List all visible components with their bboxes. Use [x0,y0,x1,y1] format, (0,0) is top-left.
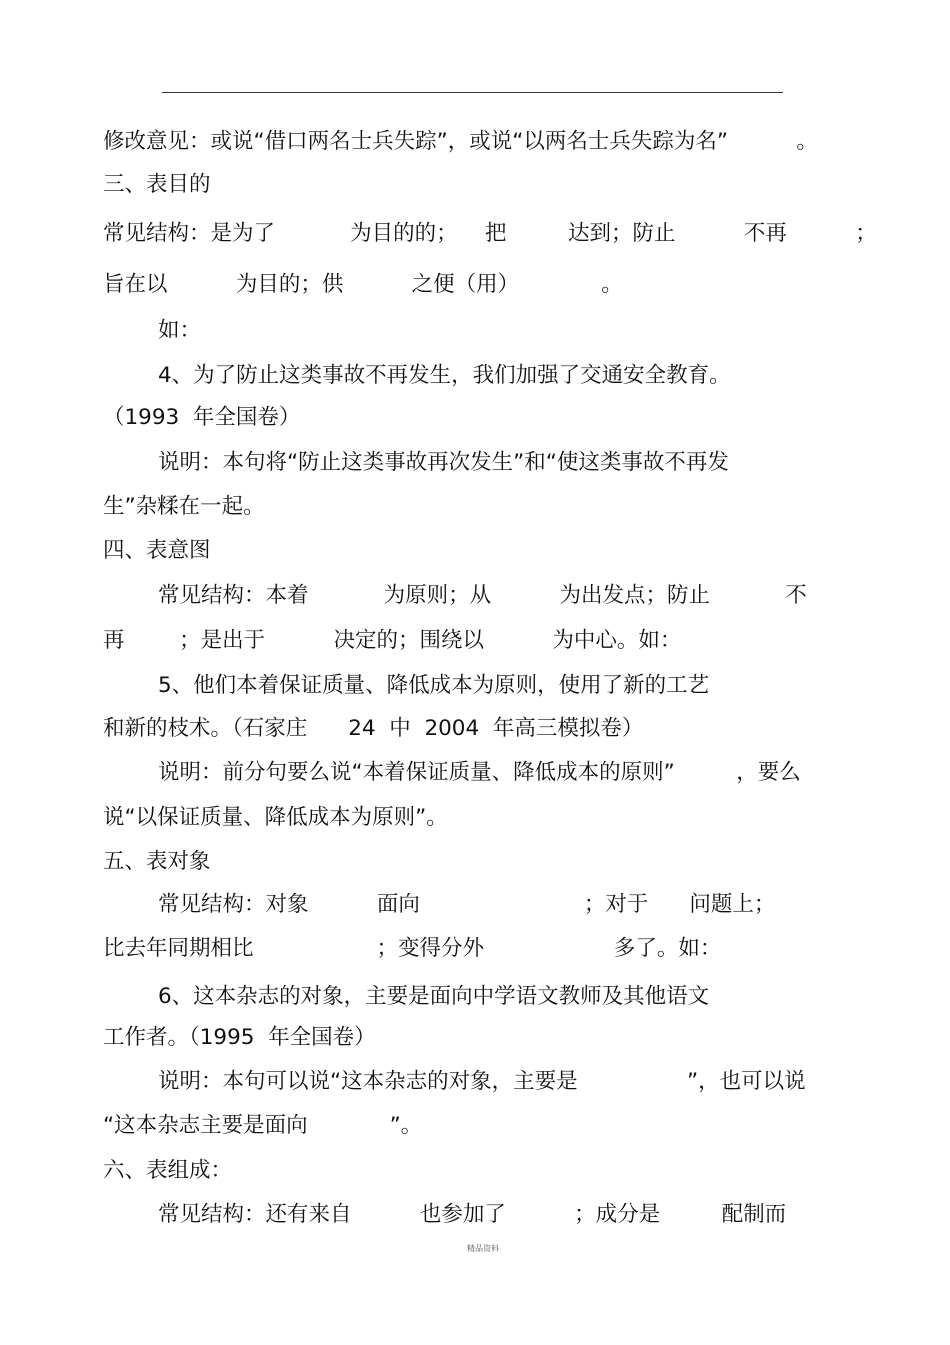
section-heading: 三、表目的 [103,172,211,197]
text-line: 旨在以 为目的；供 之便（用） 。 [103,272,623,297]
text-line: （1993 年全国卷） [103,405,301,430]
section-heading: 六、表组成： [103,1158,233,1183]
text-line: 说“以保证质量、降低成本为原则”。 [103,805,448,830]
example-sentence: 5、他们本着保证质量、降低成本为原则，使用了新的工艺 [158,673,710,698]
section-heading: 五、表对象 [103,849,211,874]
text-line: 和新的枝术。（石家庄 24 中 2004 年高三模拟卷） [103,716,644,741]
explanation-line: 说明：前分句要么说“本着保证质量、降低成本的原则” ，要么 [158,760,801,785]
text-line: 生”杂糅在一起。 [103,494,265,519]
text-line: 修改意见：或说“借口两名士兵失踪”，或说“以两名士兵失踪为名” 。 [103,129,818,154]
text-line: “这本杂志主要是面向 ”。 [103,1113,423,1138]
example-sentence: 4、为了防止这类事故不再发生，我们加强了交通安全教育。 [158,363,731,388]
text-line: 常见结构：还有来自 也参加了 ；成分是 配制而 [158,1202,787,1227]
text-line: 比去年同期相比 ；变得分外 多了。如： [103,936,722,961]
example-sentence: 6、这本杂志的对象，主要是面向中学语文教师及其他语文 [158,984,710,1009]
section-heading: 四、表意图 [103,538,211,563]
explanation-line: 说明：本句可以说“这本杂志的对象，主要是 ”，也可以说 [158,1069,806,1094]
text-line: 常见结构：本着 为原则；从 为出发点；防止 不 [158,583,807,608]
header-rule [162,92,783,93]
text-line: 常见结构：是为了 为目的的； 把 达到；防止 不再 ； [103,221,877,246]
explanation-line: 说明：本句将“防止这类事故再次发生”和“使这类事故不再发 [158,450,729,475]
text-line: 再 ；是出于 决定的；围绕以 为中心。如： [103,628,682,653]
text-line: 工作者。（1995 年全国卷） [103,1025,376,1050]
text-line: 常见结构：对象 面向 ；对于 问题上； [158,892,776,917]
page-footer: 精品资料 [467,1244,499,1253]
text-line: 如： [158,318,202,343]
